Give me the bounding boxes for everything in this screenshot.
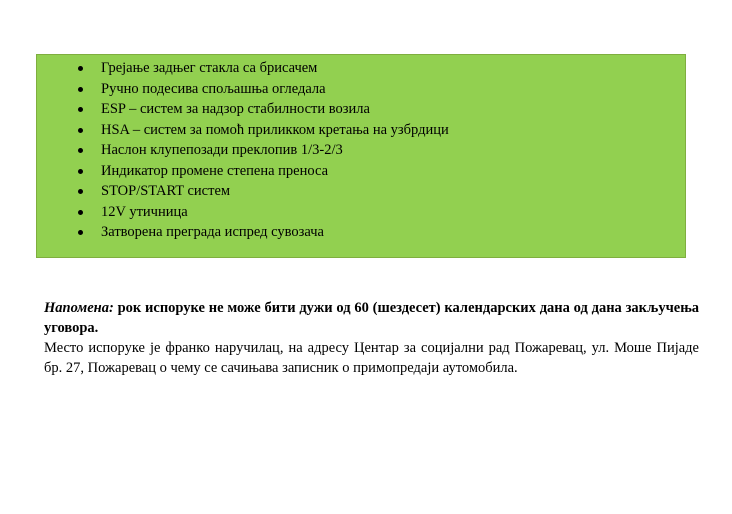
note-delivery-paragraph: Место испоруке је франко наручилац, на адресу Центар за социјални рад Пожаревац, ул. Моше Пијаде бр. 27, Пожаревац о чему се сачињава записник о примопредаји аутомобила. (44, 340, 699, 376)
feature-text: Грејање задњег стакла са брисачем (101, 60, 318, 76)
delivery-note (44, 298, 699, 378)
note-label: Напомена: (44, 300, 114, 316)
feature-text: STOP/START систем (101, 183, 231, 199)
list-item (37, 140, 685, 161)
list-item (37, 58, 685, 79)
feature-text: ESP – систем за надзор стабилности возила (101, 101, 370, 117)
note-deadline-paragraph (44, 298, 699, 338)
list-item (37, 222, 685, 243)
list-item (37, 99, 685, 120)
bullet-icon (78, 66, 83, 71)
features-box (36, 54, 686, 258)
list-item (37, 202, 685, 223)
bullet-icon (78, 87, 83, 92)
bullet-icon (78, 230, 83, 235)
list-item (37, 79, 685, 100)
bullet-icon (78, 169, 83, 174)
list-item (37, 120, 685, 141)
feature-text: HSA – систем за помоћ приликком кретања на узбрдици (101, 121, 449, 138)
bullet-icon (78, 210, 83, 215)
bullet-icon (78, 128, 83, 133)
feature-text: Ручно подесива спољашња огледала (101, 80, 326, 97)
note-deadline-text: рок испоруке не може бити дужи од 60 (шездесет) календарских дана од дана закључења уговора. (44, 300, 699, 336)
feature-text: Затворена преграда испред сувозача (101, 224, 324, 240)
bullet-icon (78, 148, 83, 153)
feature-text: Индикатор промене степена преноса (101, 162, 329, 179)
bullet-icon (78, 189, 83, 194)
features-list (37, 58, 685, 243)
list-item (37, 181, 685, 202)
list-item (37, 161, 685, 182)
feature-text: 12V утичница (101, 203, 188, 220)
bullet-icon (78, 107, 83, 112)
feature-text: Наслон клупепозади преклопив 1/3-2/3 (101, 142, 343, 158)
